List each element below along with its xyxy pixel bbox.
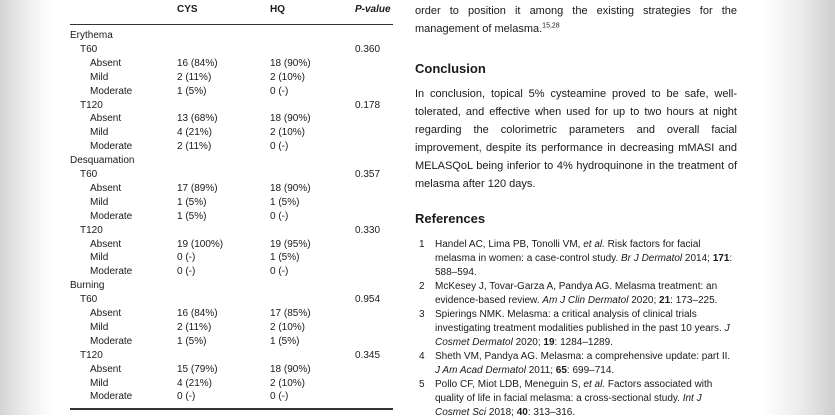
table-row xyxy=(0,29,393,43)
reference-text xyxy=(435,308,735,350)
row-label: Mild xyxy=(90,196,109,208)
reference-authors: Pollo CF, Miot LDB, Meneguin S, xyxy=(435,379,584,390)
hq-value: 2 (10%) xyxy=(270,71,306,83)
table-row xyxy=(0,265,393,279)
table-row xyxy=(0,140,393,154)
reference-year: 2020; xyxy=(512,337,544,348)
table-row xyxy=(0,71,393,85)
table-row xyxy=(0,251,393,265)
results-table xyxy=(0,0,393,415)
reference-volume: 65 xyxy=(555,365,567,376)
reference-volume: 40 xyxy=(516,407,528,418)
cys-value: 4 (21%) xyxy=(177,377,213,389)
reference-volume: 21 xyxy=(659,295,671,306)
cys-value: 0 (-) xyxy=(177,391,196,403)
row-label: Absent xyxy=(90,238,122,250)
table-row xyxy=(0,335,393,349)
hq-value: 2 (10%) xyxy=(270,377,306,389)
hq-value: 0 (-) xyxy=(270,141,289,153)
reference-title: Factors associated with quality of life in facial melasma: a cross-sectional study. xyxy=(435,379,713,404)
reference-pages: : 173–225. xyxy=(670,295,718,306)
cys-value: 17 (89%) xyxy=(177,182,218,194)
row-label: Moderate xyxy=(90,266,133,278)
hq-value: 18 (90%) xyxy=(270,113,311,125)
row-label: Mild xyxy=(90,127,109,139)
cys-value: 1 (5%) xyxy=(177,196,207,208)
hq-value: 1 (5%) xyxy=(270,335,300,347)
row-label: Absent xyxy=(90,182,122,194)
reference-authors: Handel AC, Lima PB, Tonolli VM, xyxy=(435,239,584,250)
hq-value: 2 (10%) xyxy=(270,127,306,139)
row-label: Desquamation xyxy=(70,155,135,167)
reference-pages: : 699–714. xyxy=(566,365,615,376)
hq-value: 18 (90%) xyxy=(270,182,311,194)
table-row xyxy=(0,126,393,140)
row-label: Mild xyxy=(90,252,109,264)
table-row xyxy=(0,196,393,210)
table-row xyxy=(0,293,393,307)
cys-value: 1 (5%) xyxy=(177,85,207,97)
row-label: Moderate xyxy=(90,141,133,153)
table-row xyxy=(0,210,393,224)
p-value: 0.360 xyxy=(355,43,381,55)
row-label: Erythema xyxy=(70,30,113,41)
hq-value: 19 (95%) xyxy=(270,238,311,250)
reference-number: 1 xyxy=(419,239,425,250)
reference-year: 2020; xyxy=(628,295,660,306)
reference-etal: et al. xyxy=(583,379,606,390)
reference-journal: Am J Clin Dermatol xyxy=(542,295,629,306)
p-value: 0.954 xyxy=(355,294,381,306)
header-cys: CYS xyxy=(177,4,198,15)
table-row xyxy=(0,349,393,363)
table-row xyxy=(0,182,393,196)
hq-value: 2 (10%) xyxy=(270,321,306,333)
row-label: Burning xyxy=(70,280,105,292)
citation-superscript: 15,28 xyxy=(542,22,560,30)
p-value: 0.330 xyxy=(355,224,381,236)
row-label: T120 xyxy=(80,224,103,236)
p-value: 0.357 xyxy=(355,169,381,180)
table-row xyxy=(0,279,393,293)
table-row xyxy=(0,321,393,335)
header-pvalue: P-value xyxy=(355,4,391,15)
reference-text xyxy=(435,238,735,280)
cys-value: 4 (21%) xyxy=(177,127,213,139)
row-label: T60 xyxy=(80,43,98,55)
row-label: Mild xyxy=(90,321,109,333)
table-row xyxy=(0,112,393,126)
reference-volume: 171 xyxy=(712,253,730,264)
reference-number: 2 xyxy=(419,281,425,292)
row-label: T120 xyxy=(80,349,103,361)
conclusion-heading: Conclusion xyxy=(415,61,486,76)
reference-authors: McKesey J, Tovar-Garza A, Pandya AG. Melasma treatment: an evidence-based review. xyxy=(435,281,718,306)
cys-value: 2 (11%) xyxy=(177,141,212,153)
row-label: Absent xyxy=(90,308,122,319)
row-label: Moderate xyxy=(90,85,133,97)
cys-value: 16 (84%) xyxy=(177,308,218,319)
reference-pages: : 1284–1289. xyxy=(554,337,613,348)
reference-journal: Int J Cosmet Sci xyxy=(435,393,702,418)
reference-title: Risk factors for facial melasma in women: a case-control study. xyxy=(435,239,701,264)
cys-value: 1 (5%) xyxy=(177,210,207,222)
cys-value: 2 (11%) xyxy=(177,321,212,333)
reference-year: 2011; xyxy=(525,365,556,376)
row-label: Absent xyxy=(90,57,122,69)
table-row xyxy=(0,307,393,321)
reference-journal: J Cosmet Dermatol xyxy=(435,323,730,348)
reference-number: 4 xyxy=(419,351,425,362)
p-value: 0.178 xyxy=(355,99,381,111)
row-label: T60 xyxy=(80,294,98,306)
cys-value: 0 (-) xyxy=(177,266,196,278)
page-shadow-right xyxy=(763,0,835,415)
reference-etal: et al. xyxy=(583,239,605,250)
table-row xyxy=(0,363,393,377)
table-row xyxy=(0,57,393,71)
row-label: Moderate xyxy=(90,335,133,347)
table-row xyxy=(0,154,393,168)
row-label: T120 xyxy=(80,99,103,111)
header-rule xyxy=(70,24,393,25)
hq-value: 18 (90%) xyxy=(270,57,311,69)
header-hq: HQ xyxy=(270,4,285,15)
row-label: Moderate xyxy=(90,391,133,403)
reference-number: 3 xyxy=(419,309,425,320)
row-label: Mild xyxy=(90,71,109,83)
hq-value: 0 (-) xyxy=(270,391,289,403)
row-label: T60 xyxy=(80,169,98,180)
row-label: Absent xyxy=(90,363,122,375)
cys-value: 16 (84%) xyxy=(177,57,218,69)
conclusion-paragraph: In conclusion, topical 5% cysteamine proved to be safe, well-tolerated, and effective when used for up to two hours at night regarding the colorimetric parameters and overall facial improvement, despite its performance in decreasing mMASI and MELASQoL being inferior to 4% hydroquinone in the treatment of melasma after 120 days. xyxy=(415,88,737,190)
row-label: Mild xyxy=(90,377,109,389)
row-label: Absent xyxy=(90,113,122,125)
row-label: Moderate xyxy=(90,210,133,222)
table-row xyxy=(0,390,393,404)
reference-authors: Sheth VM, Pandya AG. Melasma: a comprehensive update: part II. xyxy=(435,351,731,362)
table-row xyxy=(0,43,393,57)
reference-pages: : 588–594. xyxy=(435,253,733,278)
reference-year: 2018; xyxy=(486,407,517,418)
cys-value: 15 (79%) xyxy=(177,363,218,375)
reference-text xyxy=(435,280,735,308)
cys-value: 19 (100%) xyxy=(177,238,224,250)
hq-value: 1 (5%) xyxy=(270,196,300,208)
table-row xyxy=(0,224,393,238)
reference-year: 2014; xyxy=(682,253,713,264)
hq-value: 18 (90%) xyxy=(270,363,311,375)
reference-number: 5 xyxy=(419,379,425,390)
p-value: 0.345 xyxy=(355,349,381,361)
table-row xyxy=(0,238,393,252)
hq-value: 1 (5%) xyxy=(270,252,300,264)
intro-paragraph: order to position it among the existing strategies for the management of melasma.$^{15,28}$ xyxy=(415,5,737,35)
hq-value: 0 (-) xyxy=(270,210,289,222)
reference-journal: J Am Acad Dermatol xyxy=(435,365,526,376)
reference-journal: Br J Dermatol xyxy=(621,253,683,264)
reference-text xyxy=(435,350,735,378)
table-row xyxy=(0,377,393,391)
hq-value: 17 (85%) xyxy=(270,308,311,319)
cys-value: 0 (-) xyxy=(177,252,196,264)
table-bottom-rule xyxy=(70,408,393,410)
hq-value: 0 (-) xyxy=(270,85,289,97)
cys-value: 2 (11%) xyxy=(177,71,212,83)
table-row xyxy=(0,168,393,182)
reference-authors: Spierings NMK. Melasma: a critical analysis of clinical trials investigating treatment modalities published in the past 10 years. xyxy=(435,309,725,334)
reference-pages: : 313–316. xyxy=(527,407,576,418)
cys-value: 1 (5%) xyxy=(177,335,207,347)
table-row xyxy=(0,99,393,113)
references-heading: References xyxy=(415,211,486,226)
hq-value: 0 (-) xyxy=(270,266,289,278)
reference-text xyxy=(435,378,735,420)
table-row xyxy=(0,85,393,99)
cys-value: 13 (68%) xyxy=(177,113,218,125)
reference-volume: 19 xyxy=(543,337,555,348)
